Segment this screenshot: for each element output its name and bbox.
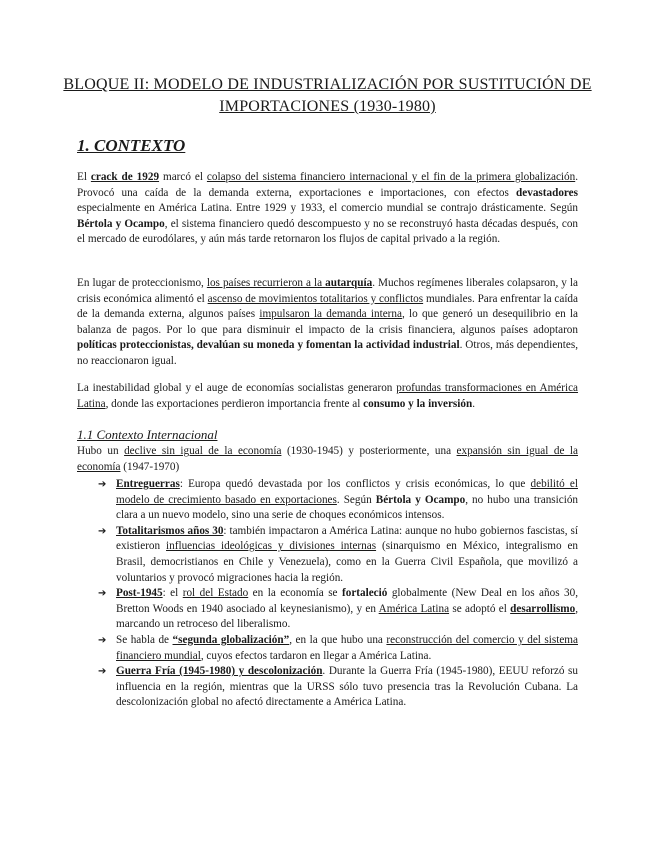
text-run: mundiales. Para enfrentar la caída de la demanda externa, algunos países xyxy=(77,292,578,321)
text-run: . Provocó una caída de la demanda externa, exportaciones e importaciones, con efectos xyxy=(77,171,579,199)
text-run-underlined: ascenso de movimientos totalitarios y conflictos xyxy=(207,292,424,305)
list-item xyxy=(77,664,578,711)
subsection-heading: 1.1 Contexto Internacional xyxy=(77,427,218,442)
text-run-bold: autarquía xyxy=(325,277,373,289)
text-run: : Europa quedó devastada por los conflictos y crisis económicas, lo que xyxy=(179,478,531,490)
text-run-emphasis: “segunda globalización” xyxy=(172,633,290,646)
text-run: , donde las exportaciones perdieron importancia frente al xyxy=(105,397,364,410)
text-run-emphasis: Entreguerras xyxy=(116,478,180,490)
text-run: globalmente (New Deal en los años 30, Bretton Woods en 1940 asociado al keynesianismo), y en xyxy=(116,587,578,615)
text-run: La inestabilidad global y el auge de economías socialistas generaron xyxy=(77,382,397,394)
paragraph-autarquia xyxy=(77,276,578,370)
text-run: . Otros, más dependientes, no reaccionaron igual. xyxy=(77,339,578,367)
arrow-icon: ➔ xyxy=(98,479,107,490)
text-run-underlined: reconstrucción del comercio y del sistema financiero mundial xyxy=(116,633,578,662)
paragraph-crack-1929 xyxy=(77,170,578,248)
text-run: : el xyxy=(162,587,183,600)
text-run-underlined: debilitó el modelo de crecimiento basado en exportaciones xyxy=(116,478,578,506)
document-title: BLOQUE II: MODELO DE INDUSTRIALIZACIÓN POR SUSTITUCIÓN DE IMPORTACIONES (1930-1980) xyxy=(63,76,592,115)
text-run-bold: Bértola y Ocampo xyxy=(77,217,165,230)
text-run-underlined: impulsaron la demanda interna xyxy=(259,308,402,321)
section-heading: 1. CONTEXTO xyxy=(77,136,186,155)
text-run: (1930-1945) y posteriormente, una xyxy=(281,445,457,457)
text-run-emphasis: crack de 1929 xyxy=(90,171,160,183)
text-run-emphasis: Post-1945 xyxy=(116,587,163,600)
text-run: : también impactaron a América Latina: aunque no hubo gobiernos fascistas, sí existieron xyxy=(116,524,578,553)
text-run-underlined: profundas transformaciones en América Latina xyxy=(77,382,579,410)
list-item xyxy=(77,586,578,633)
text-run: El xyxy=(77,171,91,183)
list-item xyxy=(77,477,578,524)
text-run: , lo que generó un desequilibrio en la balanza de pagos. Por lo que para disminuir el impacto de la crisis financiera, algunos países adoptaron xyxy=(77,308,578,336)
text-run-emphasis: Totalitarismos años 30 xyxy=(116,524,224,537)
text-run: . xyxy=(472,397,475,410)
text-run-bold: Bértola y Ocampo xyxy=(375,493,466,506)
text-run: , el sistema financiero quedó descompuesto y no se reconstruyó hasta décadas después, con el mercado de eurodólares, y aún más tarde retornaron los flujos de capital privado a la región. xyxy=(77,217,579,246)
paragraph-inestabilidad xyxy=(77,381,578,412)
arrow-icon: ➔ xyxy=(98,666,107,678)
text-run: , cuyos efectos tardaron en llegar a América Latina. xyxy=(200,649,432,662)
text-run: (sinarquismo en México, integralismo en Brasil, democristianos en Chile y Venezuela), como en la Guerra Civil Española, que movilizó a voluntarios y provocó migraciones hacia la región. xyxy=(116,540,579,584)
text-run-bold: fortaleció xyxy=(342,587,388,600)
text-run-underlined: expansión sin igual de la economía xyxy=(77,445,578,473)
text-run: (1947-1970) xyxy=(120,460,180,473)
text-run: Hubo un xyxy=(77,445,125,457)
paragraph-declive xyxy=(77,444,578,475)
text-run-bold: devastadores xyxy=(516,186,578,199)
text-run: . Según xyxy=(336,493,376,506)
text-run-underlined: colapso del sistema financiero internacional y el fin de la primera globalización xyxy=(206,171,576,183)
text-run: en la economía se xyxy=(248,587,342,600)
text-run-underlined xyxy=(207,277,372,289)
text-run-bold: políticas proteccionistas, devalúan su moneda y fomentan la actividad industrial xyxy=(77,339,460,352)
text-run-bold: consumo y la inversión xyxy=(363,397,473,410)
arrow-icon: ➔ xyxy=(98,525,107,537)
text-run: . Muchos regímenes liberales colapsaron, y la crisis económica alimentó el xyxy=(77,277,578,305)
text-run: , en la que hubo una xyxy=(289,633,387,646)
text-run: especialmente en América Latina. Entre 1929 y 1933, el comercio mundial se contrajo drásticamente. Según xyxy=(77,202,578,215)
text-run: , marcando un retroceso del liberalismo. xyxy=(116,602,579,631)
text-run: se adoptó el xyxy=(449,602,511,615)
text-run: los países recurrieron a la xyxy=(206,277,326,289)
text-run: Se habla de xyxy=(116,633,173,646)
arrow-icon: ➔ xyxy=(98,588,107,600)
list-item xyxy=(77,524,578,586)
bullet-list xyxy=(77,477,578,711)
text-run-underlined: América Latina xyxy=(378,602,450,615)
list-item xyxy=(77,633,578,664)
text-run-underlined: rol del Estado xyxy=(182,587,249,600)
text-run-underlined: declive sin igual de la economía xyxy=(124,445,282,457)
text-run-emphasis: desarrollismo xyxy=(510,602,576,615)
text-run: En lugar de proteccionismo, xyxy=(77,277,207,289)
text-run-emphasis: Guerra Fría (1945-1980) y descolonización xyxy=(116,665,323,678)
text-run: . Durante la Guerra Fría (1945-1980), EEUU reforzó su influencia en la región, mientras que la URSS sólo tuvo presencia tras la Revolución Cubana. La descolonización global no afectó directamente a América Latina. xyxy=(116,665,578,709)
text-run: , no hubo una transición clara a un nuevo modelo, sino una serie de choques económicos intensos. xyxy=(116,493,579,522)
text-run-underlined: influencias ideológicas y divisiones internas xyxy=(166,540,377,553)
arrow-icon: ➔ xyxy=(98,634,107,646)
text-run: marcó el xyxy=(159,171,207,183)
